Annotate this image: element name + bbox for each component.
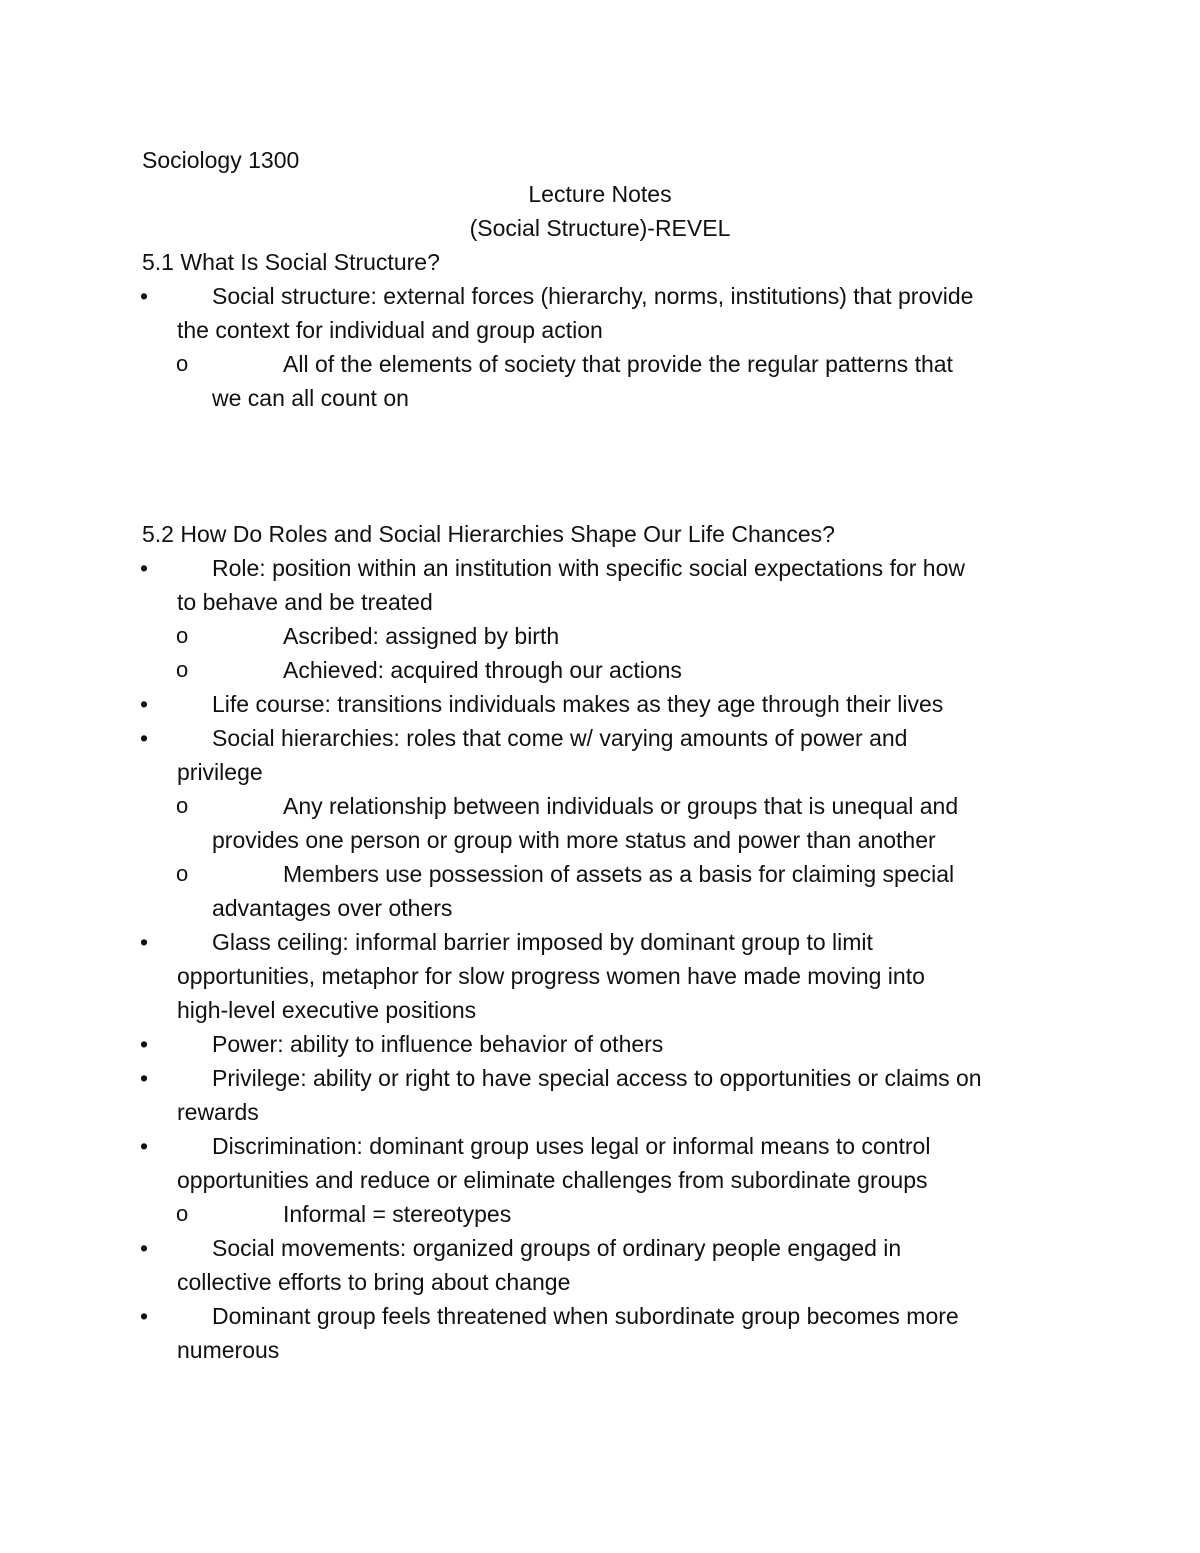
sub-bullet-marker: o: [176, 793, 189, 818]
sub-bullet-marker: o: [176, 351, 189, 376]
section-heading: 5.1 What Is Social Structure?: [142, 249, 440, 275]
sub-bullet-marker: o: [176, 657, 189, 682]
lecture-title: Lecture Notes: [528, 181, 672, 207]
bullet-text: Dominant group feels threatened when subordinate group becomes more: [212, 1303, 959, 1329]
sub-bullet-text: Achieved: acquired through our actions: [283, 657, 682, 683]
bullet-marker: •: [140, 1133, 149, 1159]
bullet-text-continued: numerous: [177, 1337, 280, 1363]
bullet-marker: •: [140, 1031, 149, 1057]
lecture-subtitle: (Social Structure)-REVEL: [469, 215, 731, 241]
bullet-text: Power: ability to influence behavior of others: [212, 1031, 664, 1057]
sub-bullet-text-continued: we can all count on: [212, 385, 409, 411]
sub-bullet-text: Any relationship between individuals or groups that is unequal and: [283, 793, 959, 819]
sub-bullet-text-continued: provides one person or group with more status and power than another: [212, 827, 936, 853]
bullet-text-continued: opportunities, metaphor for slow progress women have made moving into: [177, 963, 925, 989]
bullet-text-continued: the context for individual and group action: [177, 317, 603, 343]
sub-bullet-text-continued: advantages over others: [212, 895, 453, 921]
bullet-text: Social movements: organized groups of ordinary people engaged in: [212, 1235, 902, 1261]
bullet-text-continued: to behave and be treated: [177, 589, 433, 615]
bullet-marker: •: [140, 1235, 149, 1261]
bullet-text-continued: high-level executive positions: [177, 997, 477, 1023]
sub-bullet-text: Members use possession of assets as a basis for claiming special: [283, 861, 955, 887]
bullet-text-continued: privilege: [177, 759, 263, 785]
sub-bullet-marker: o: [176, 1201, 189, 1226]
bullet-marker: •: [140, 929, 149, 955]
bullet-text: Discrimination: dominant group uses legal or informal means to control: [212, 1133, 931, 1159]
course-title: Sociology 1300: [142, 147, 300, 173]
bullet-marker: •: [140, 555, 149, 581]
bullet-marker: •: [140, 283, 149, 309]
bullet-marker: •: [140, 691, 149, 717]
bullet-marker: •: [140, 1065, 149, 1091]
sub-bullet-text: Ascribed: assigned by birth: [283, 623, 560, 649]
bullet-text: Privilege: ability or right to have special access to opportunities or claims on: [212, 1065, 982, 1091]
bullet-text-continued: rewards: [177, 1099, 259, 1125]
sub-bullet-marker: o: [176, 861, 189, 886]
sub-bullet-text: All of the elements of society that provide the regular patterns that: [283, 351, 953, 377]
bullet-marker: •: [140, 1303, 149, 1329]
sub-bullet-text: Informal = stereotypes: [283, 1201, 512, 1227]
section-heading: 5.2 How Do Roles and Social Hierarchies Shape Our Life Chances?: [142, 521, 835, 547]
sub-bullet-marker: o: [176, 623, 189, 648]
bullet-text: Life course: transitions individuals makes as they age through their lives: [212, 691, 944, 717]
bullet-marker: •: [140, 725, 149, 751]
bullet-text-continued: collective efforts to bring about change: [177, 1269, 571, 1295]
bullet-text: Social hierarchies: roles that come w/ varying amounts of power and: [212, 725, 908, 751]
bullet-text-continued: opportunities and reduce or eliminate challenges from subordinate groups: [177, 1167, 928, 1193]
bullet-text: Social structure: external forces (hierarchy, norms, institutions) that provide: [212, 283, 974, 309]
bullet-text: Glass ceiling: informal barrier imposed by dominant group to limit: [212, 929, 873, 955]
bullet-text: Role: position within an institution with specific social expectations for how: [212, 555, 965, 581]
